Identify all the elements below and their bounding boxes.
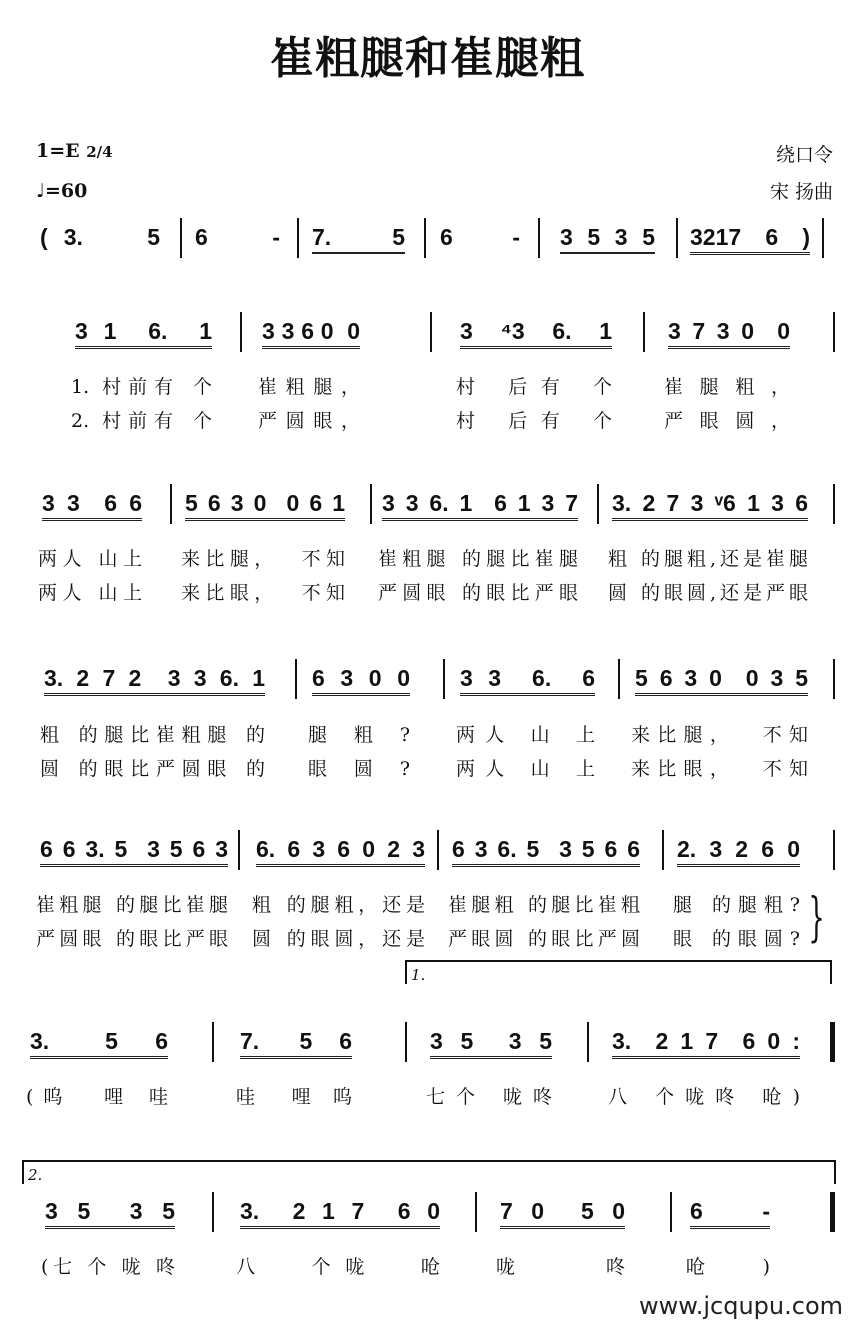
barline [833,830,835,870]
barline [424,218,426,258]
measure-notes: 6 - [690,1198,770,1229]
tempo: ♩=60 [36,180,88,202]
barline [295,659,297,699]
staff-system [0,665,855,705]
barline [475,1192,477,1232]
lyric-text: 七个 咙咚 [426,1086,552,1108]
time-signature: 2/4 [86,143,113,161]
lyric-text: 来比腿， 不知 [631,724,808,746]
volta-bracket [405,960,832,984]
staff-system [0,224,855,264]
measure-notes: 3 5 3 5 [560,224,655,254]
lyric-text: 崔腿粗， [664,376,790,398]
barline [670,1192,672,1232]
barline [597,484,599,524]
key: 1=E [36,140,80,162]
lyrics-brace: } [808,888,825,948]
staff-system [0,490,855,530]
lyric-text: 圆 的眼圆，还是 [252,928,425,950]
measure-notes: 3. 2 1 7 6 0 : [612,1028,800,1059]
measure-notes: 3. 2 7 2 3 3 6. 1 [44,665,265,696]
lyric-text: 严圆眼 的眼比严眼 [378,582,578,604]
measure-notes: ( 3. 5 [40,224,160,250]
lyric-text: (呜 哩 哇 [26,1086,168,1108]
measure-notes: 3 3 6. 1 6 1 3 7 [382,490,578,521]
barline [238,830,240,870]
composer: 宋 扬曲 [769,181,833,203]
watermark: www.jcqupu.com [639,1292,843,1320]
measure-notes: 5 6 3 0 0 3 5 [635,665,808,696]
lyric-text: 八 个咙 呛 [236,1256,440,1278]
lyric-text: 圆 的眼圆,还是严眼 [608,582,808,604]
measure-notes: 3217 6 ) [690,224,810,255]
barline [212,1192,214,1232]
measure-notes: 3 1 6. 1 [75,318,212,349]
barline [443,659,445,699]
lyric-text: 严圆眼 的眼比严眼 [36,928,228,950]
barline [437,830,439,870]
lyric-text: 2. 村前有 个 [71,410,212,432]
staff-system [0,1028,855,1068]
lyric-text: 粗 的腿比崔粗腿 的 [40,724,265,746]
measure-notes: 3. 5 6 [30,1028,168,1059]
lyric-text: 粗 的腿粗,还是崔腿 [608,548,808,570]
lyric-text: 崔粗腿 的腿比崔腿 [378,548,578,570]
lyric-text: 眼圆? [308,758,410,780]
barline [833,312,835,352]
lyric-text: 来比腿， 不知 [181,548,345,570]
lyric-text: 圆 的眼比严圆眼 的 [40,758,265,780]
measure-notes: 3 ⁴3 6. 1 [460,318,612,349]
barline [212,1022,214,1062]
lyric-text: 两人 山上 [38,582,142,604]
barline [370,484,372,524]
barline [538,218,540,258]
measure-notes: 3 5 3 5 [430,1028,552,1059]
volta-label: 2. [28,1166,43,1184]
barline [405,1022,407,1062]
barline [830,1022,835,1062]
lyric-text: 眼 的眼圆? [673,928,800,950]
measure-notes: 2. 3 2 6 0 [677,836,800,867]
barline [180,218,182,258]
lyric-text: 严眼圆 的眼比严圆 [448,928,640,950]
lyric-text: 两人 山上 [38,548,142,570]
measure-notes: 3 3 6 6 [42,490,142,521]
lyric-text: 来比眼， 不知 [181,582,345,604]
measure-notes: 6 6 3. 5 3 5 6 3 [40,836,228,867]
barline [170,484,172,524]
staff-system [0,318,855,358]
lyric-text: 崔腿粗 的腿比崔粗 [448,894,640,916]
barline [297,218,299,258]
genre: 绕口令 [775,144,833,166]
barline [830,1192,835,1232]
barline [822,218,824,258]
measure-notes: 3 7 3 0 0 [668,318,790,349]
measure-notes: 3. 2 7 3 ᵛ6 1 3 6 [612,490,808,521]
key-signature [36,140,113,162]
measure-notes: 6. 6 3 6 0 2 3 [256,836,425,867]
lyric-text: 哇 哩 呜 [236,1086,352,1108]
lyric-text: 1. 村前有 个 [71,376,212,398]
lyric-text: 来比眼， 不知 [631,758,808,780]
lyric-text: 崔粗腿 的腿比崔腿 [36,894,228,916]
measure-notes: 3. 2 1 7 6 0 [240,1198,440,1229]
lyric-text: 村 后有 个 [456,376,612,398]
measure-notes: 6 - [440,224,520,250]
measure-notes: 5 6 3 0 0 6 1 [185,490,345,521]
lyric-text: 咙 咚 [496,1256,625,1278]
song-title: 崔粗腿和崔腿粗 [270,33,585,84]
staff-system [0,1198,855,1238]
barline [676,218,678,258]
volta-bracket [22,1160,836,1184]
lyric-text: 粗 的腿粗，还是 [252,894,425,916]
measure-notes: 3 3 6. 6 [460,665,595,696]
barline [833,484,835,524]
measure-notes: 3 5 3 5 [45,1198,175,1229]
measure-notes: 7 0 5 0 [500,1198,625,1229]
lyric-text: 严眼圆， [664,410,790,432]
lyric-text: 腿 的腿粗? [673,894,800,916]
lyric-text: 两人 山 上 [456,758,595,780]
lyric-text: 呛) [686,1256,770,1278]
measure-notes: 6 3 6. 5 3 5 6 6 [452,836,640,867]
barline [587,1022,589,1062]
measure-notes: 3 3 6 0 0 [262,318,360,349]
lyric-text: 崔粗腿， [258,376,360,398]
barline [662,830,664,870]
volta-label: 1. [411,966,426,984]
staff-system [0,836,855,876]
measure-notes: 6 3 0 0 [312,665,410,696]
lyric-text: 严圆眼， [258,410,360,432]
barline [643,312,645,352]
measure-notes: 6 - [195,224,280,250]
barline [618,659,620,699]
measure-notes: 7. 5 6 [240,1028,352,1059]
lyric-text: 两人 山 上 [456,724,595,746]
lyric-text: 腿粗? [308,724,410,746]
lyric-text: 村 后有 个 [456,410,612,432]
barline [240,312,242,352]
barline [430,312,432,352]
measure-notes: 7. 5 [312,224,405,254]
lyric-text: (七 个 咙 咚 [41,1256,175,1278]
lyric-text: 八 个咙咚 呛) [608,1086,800,1108]
barline [833,659,835,699]
